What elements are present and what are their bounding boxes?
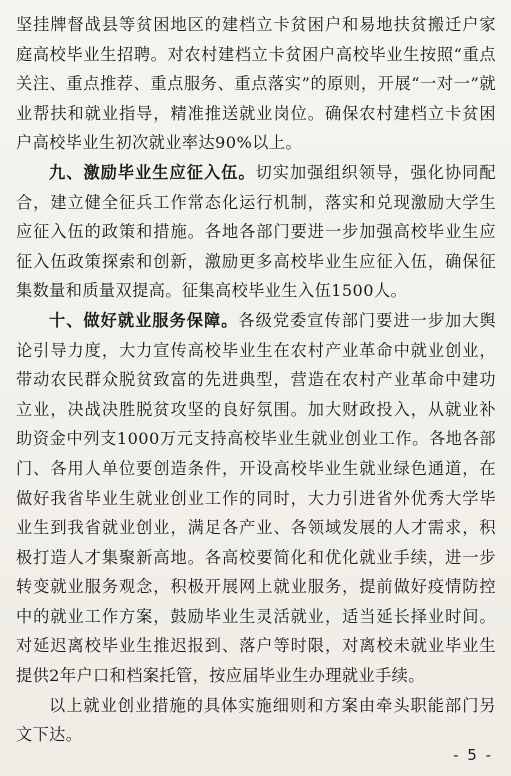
- paragraph-4: [16, 691, 496, 750]
- paragraph-4-text: 以上就业创业措施的具体实施细则和方案由牵头职能部门另文下达。: [16, 695, 496, 745]
- section-heading-9: 九、激励毕业生应征入伍。: [49, 162, 256, 182]
- paragraph-2: [16, 158, 496, 306]
- paragraph-3-text: 各级党委宣传部门要进一步加大舆论引导力度，大力宣传高校毕业生在农村产业革命中就业创业，带动农民群众脱贫致富的先进典型，营造在农村产业革命中建功立业，决战决胜脱贫攻坚的良好氛围。加大财政投入，从就业补助资金中列支1000万元支持高校毕业生就业创业工作。各地各部门、各用人单位要创造条件，开设高校毕业生就业绿色通道，在做好我省毕业生就业创业工作的同时，大力引进省外优秀大学毕业生到我省就业创业，满足各产业、各领域发展的人才需求，积极打造人才集聚新高地。各高校要简化和优化就业手续，进一步转变就业服务观念，积极开展网上就业服务，提前做好疫情防控中的就业工作方案，鼓励毕业生灵活就业，适当延长择业时间。对延迟离校毕业生推迟报到、落户等时限，对离校未就业毕业生提供2年户口和档案托管，按应届毕业生办理就业手续。: [16, 310, 497, 686]
- document-body: [16, 10, 496, 750]
- paragraph-1: [16, 10, 496, 158]
- paragraph-1-text: 坚挂牌督战县等贫困地区的建档立卡贫困户和易地扶贫搬迁户家庭高校毕业生招聘。对农村建档立卡贫困户高校毕业生按照“重点关注、重点推荐、重点服务、重点落实”的原则，开展“一对一”就业帮扶和就业指导，精准推送就业岗位。确保农村建档立卡贫困户高校毕业生初次就业率达90%以上。: [16, 15, 496, 153]
- paragraph-2-text: 切实加强组织领导，强化协同配合，建立健全征兵工作常态化运行机制，落实和兑现激励大学生应征入伍的政策和措施。各地各部门要进一步加强高校毕业生应征入伍政策探索和创新，激励更多高校毕业生应征入伍，确保征集数量和质量双提高。征集高校毕业生入伍1500人。: [16, 162, 496, 301]
- page-number: - 5 -: [453, 746, 493, 764]
- paragraph-3: [16, 306, 496, 691]
- section-heading-10: 十、做好就业服务保障。: [49, 310, 239, 330]
